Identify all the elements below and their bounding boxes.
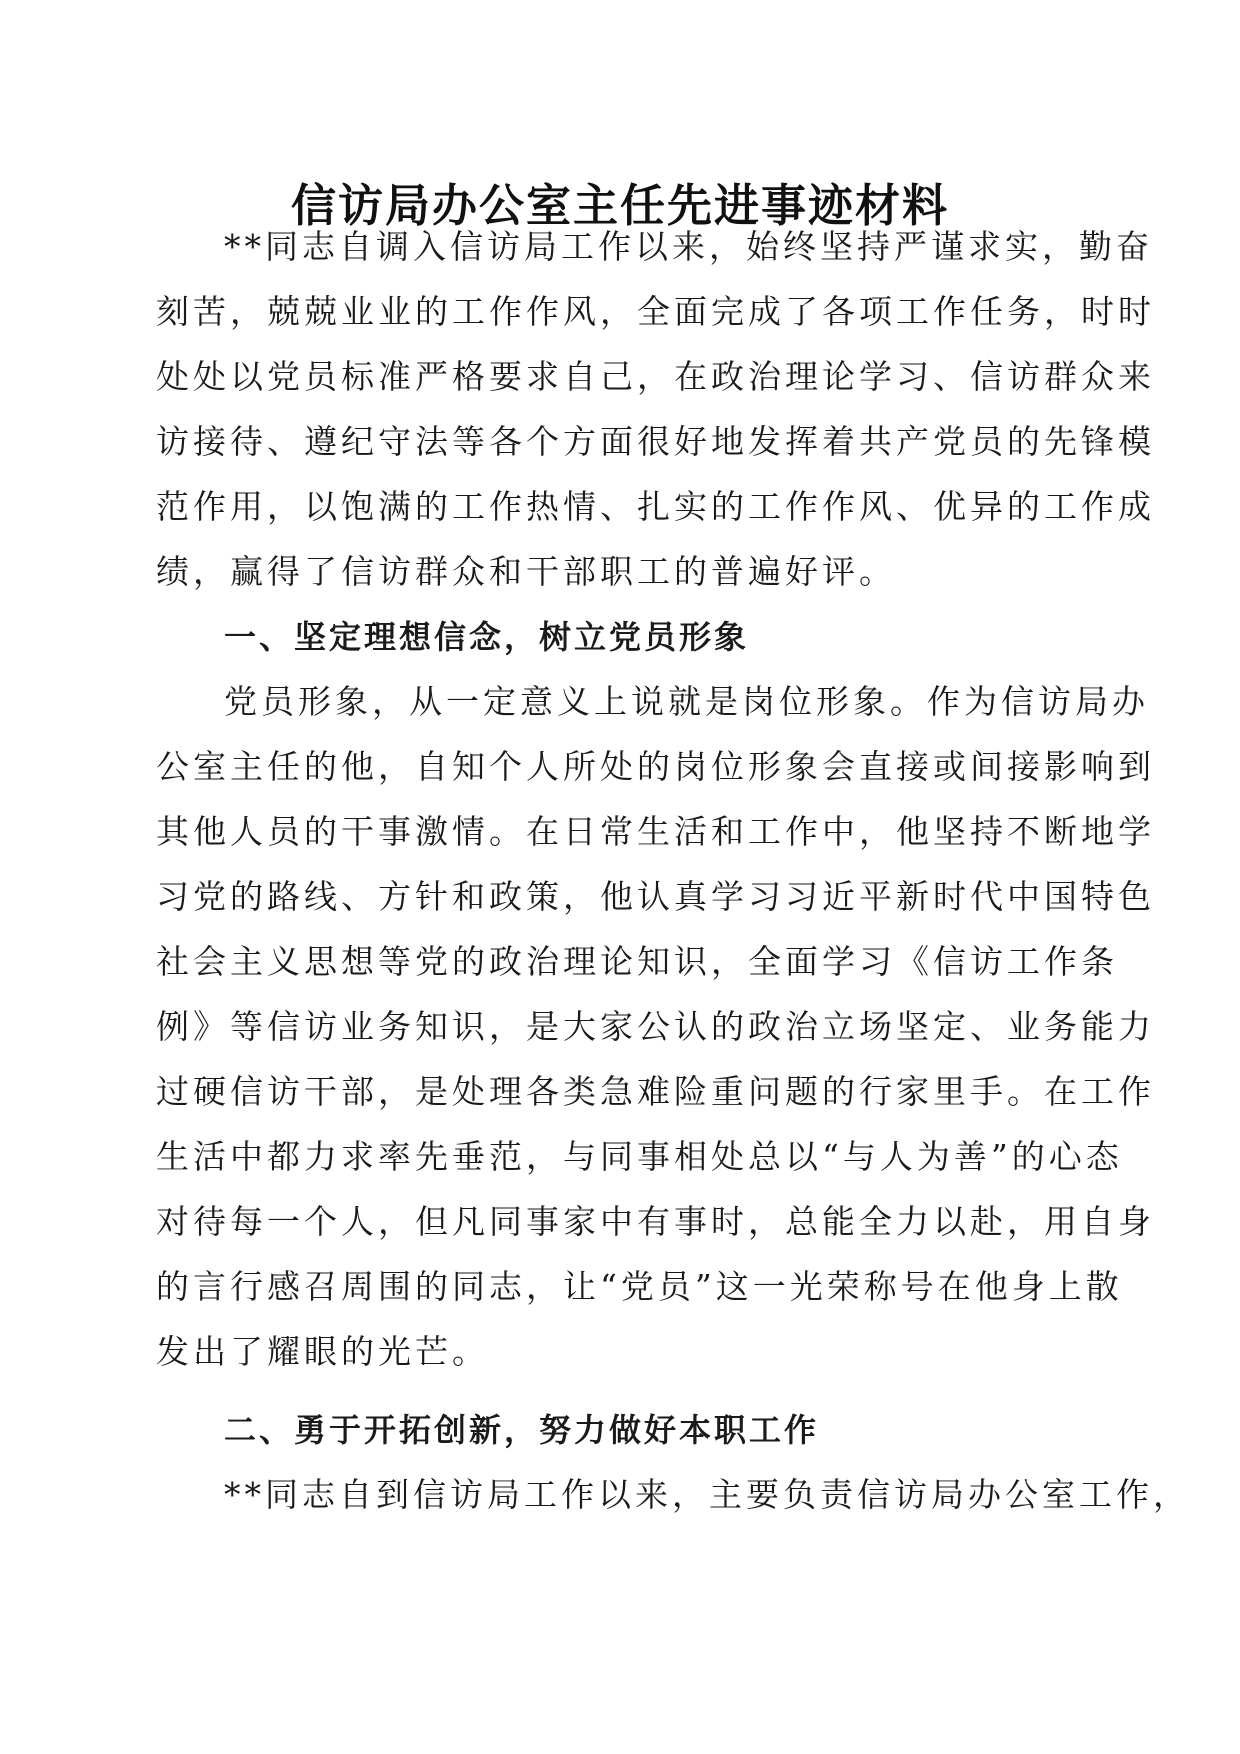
paragraph-line: **同志自调入信访局工作以来，始终坚持严谨求实，勤奋 (224, 227, 1153, 266)
paragraph-line: 社会主义思想等党的政治理论知识，全面学习《信访工作条 (156, 942, 1118, 981)
paragraph-line: 的言行感召周围的同志，让“党员”这一光荣称号在他身上散 (156, 1267, 1123, 1306)
paragraph-line: 对待每一个人，但凡同事家中有事时，总能全力以赴，用自身 (156, 1202, 1155, 1241)
paragraph-line: 刻苦，兢兢业业的工作作风，全面完成了各项工作任务，时时 (156, 292, 1155, 331)
paragraph-line: 范作用，以饱满的工作热情、扎实的工作作风、优异的工作成 (156, 487, 1155, 526)
paragraph-line: 其他人员的干事激情。在日常生活和工作中，他坚持不断地学 (156, 812, 1155, 851)
paragraph-line: 处处以党员标准严格要求自己，在政治理论学习、信访群众来 (156, 357, 1155, 396)
section-heading-2: 二、勇于开拓创新，努力做好本职工作 (224, 1411, 820, 1449)
paragraph-line: 生活中都力求率先垂范，与同事相处总以“与人为善”的心态 (156, 1137, 1123, 1176)
paragraph-line: 党员形象，从一定意义上说就是岗位形象。作为信访局办 (224, 682, 1149, 721)
paragraph-line: 公室主任的他，自知个人所处的岗位形象会直接或间接影响到 (156, 747, 1155, 786)
paragraph-line: 例》等信访业务知识，是大家公认的政治立场坚定、业务能力 (156, 1007, 1155, 1046)
paragraph-line: 发出了耀眼的光芒。 (156, 1332, 489, 1371)
paragraph-line: **同志自到信访局工作以来，主要负责信访局办公室工作， (224, 1475, 1190, 1514)
section-heading-1: 一、坚定理想信念，树立党员形象 (224, 618, 750, 656)
document-title: 信访局办公室主任先进事迹材料 (290, 179, 949, 232)
paragraph-line: 访接待、遵纪守法等各个方面很好地发挥着共产党员的先锋模 (156, 422, 1155, 461)
paragraph-line: 过硬信访干部，是处理各类急难险重问题的行家里手。在工作 (156, 1072, 1155, 1111)
paragraph-line: 习党的路线、方针和政策，他认真学习习近平新时代中国特色 (156, 877, 1155, 916)
paragraph-line: 绩，赢得了信访群众和干部职工的普遍好评。 (156, 552, 896, 591)
